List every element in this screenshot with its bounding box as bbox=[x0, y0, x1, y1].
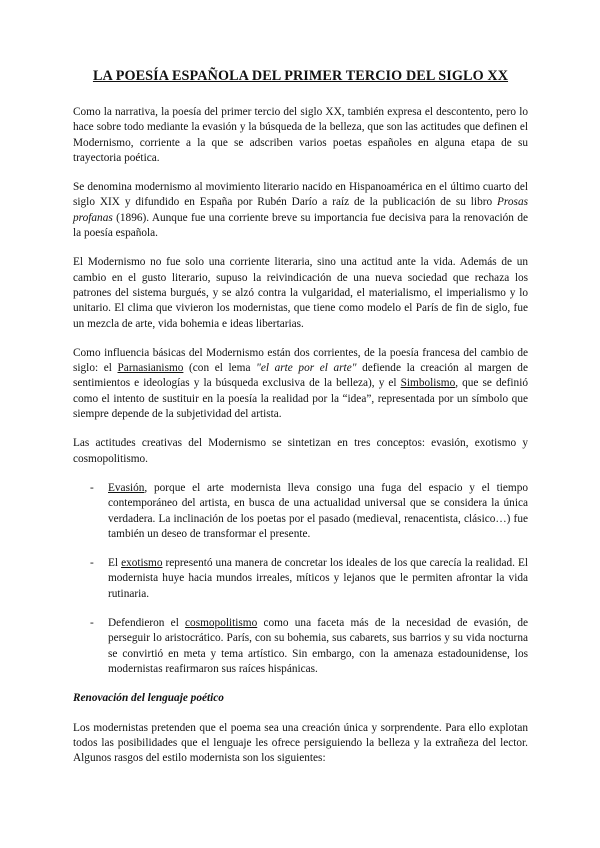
term-simbolismo: Simbolismo bbox=[400, 377, 456, 390]
text-segment: defiende la creación al margen de sentimientos e ideologías y la búsqueda exclusiva de la belleza), y el bbox=[73, 362, 528, 390]
motto: "el arte por el arte" bbox=[256, 362, 357, 375]
term-evasion: Evasión bbox=[108, 481, 145, 494]
text-segment: Defendieron el bbox=[108, 617, 186, 630]
section-heading: Renovación del lenguaje poético bbox=[73, 692, 224, 705]
text-segment: Como influencia básicas del Modernismo están dos corrientes, de la poesía francesa del cambio de siglo: el bbox=[73, 346, 528, 375]
list-item-cosmopolitismo bbox=[90, 616, 528, 677]
paragraph-renovation: Los modernistas pretenden que el poema sea una creación única y sorprendente. Para ello explotan todos las posibilidades que el lenguaje les ofrece persiguiendo la belleza y la extrañeza del lector. Algunos rasgos del estilo modernista son los siguientes: bbox=[73, 721, 528, 765]
list-item-exotismo bbox=[90, 556, 528, 602]
term-cosmopolitismo: cosmopolitismo bbox=[185, 617, 258, 630]
text-segment: como una faceta más de la necesidad de evasión, de perseguir lo aristocrático. París, con su bohemia, sus cabarets, sus barrios y su vida nocturna se convirtió en meta y tema artístico. Sin embargo, con la amenaza estadounidense, los modernistas reafirmaron sus raíces hispánicas. bbox=[108, 617, 528, 675]
dash-bullet: - bbox=[90, 557, 94, 570]
dash-bullet: - bbox=[90, 617, 94, 630]
text-segment: (con el lema bbox=[183, 362, 257, 375]
text-segment: (1896). Aunque fue una corriente breve su importancia fue decisiva para la renovación de la poesía española. bbox=[73, 211, 528, 240]
text-segment: , porque el arte modernista lleva consigo una fuga del espacio y el tiempo contemporáneo del artista, en busca de una actualidad universal que se considera la única verdadera. La inclinación de los poetas por el pasado (medieval, renacentista, clásico…) fue también un deseo de transformar el presente. bbox=[108, 481, 528, 540]
term-exotismo: exotismo bbox=[121, 557, 163, 570]
paragraph-definition bbox=[73, 180, 528, 241]
text-segment: El bbox=[108, 557, 122, 570]
paragraph-attitude: El Modernismo no fue solo una corriente literaria, sino una actitud ante la vida. Además de un cambio en el gusto literario, supuso la reivindicación de una nueva sociedad que rechaza los patrones del sistema burgués, y se alzó contra la vulgaridad, el materialismo, el imperialismo y lo unitario. El clima que vivieron los modernistas, que tiene como modelo el París de fin de siglo, fue un mezcla de arte, vida bohemia e ideas libertarias. bbox=[73, 256, 528, 330]
concepts-list bbox=[73, 481, 528, 677]
list-item-evasion bbox=[90, 481, 528, 542]
term-parnasianismo: Parnasianismo bbox=[117, 362, 184, 375]
text-segment: , que se definió como el intento de sustituir en la poesía la realidad por la “idea”, representada por un símbolo que siempre depende de la subjetividad del artista. bbox=[73, 377, 528, 421]
text-segment: Se denomina modernismo al movimiento literario nacido en Hispanoamérica en el último cuarto del siglo XIX y difundido en España por Rubén Darío a raíz de la publicación de su libro bbox=[73, 181, 528, 209]
paragraph-intro: Como la narrativa, la poesía del primer tercio del siglo XX, también expresa el descontento, pero lo hace sobre todo mediante la evasión y la búsqueda de la belleza, que son las actitudes que definen el Modernismo, corriente a la que se adscriben varios poetas españoles en alguna etapa de su trayectoria poética. bbox=[73, 106, 528, 164]
page-title: LA POESÍA ESPAÑOLA DEL PRIMER TERCIO DEL SIGLO XX bbox=[92, 68, 509, 84]
book-title: Prosas profanas bbox=[73, 196, 528, 224]
paragraph-concepts: Las actitudes creativas del Modernismo se sintetizan en tres conceptos: evasión, exotismo y cosmopolitismo. bbox=[73, 437, 528, 465]
paragraph-influences bbox=[73, 346, 528, 422]
dash-bullet: - bbox=[90, 481, 94, 494]
text-segment: representó una manera de concretar los ideales de los que carecía la realidad. El modernista huye hacia mundos irreales, míticos y lejanos que le permiten afrontar la vida rutinaria. bbox=[108, 557, 528, 600]
